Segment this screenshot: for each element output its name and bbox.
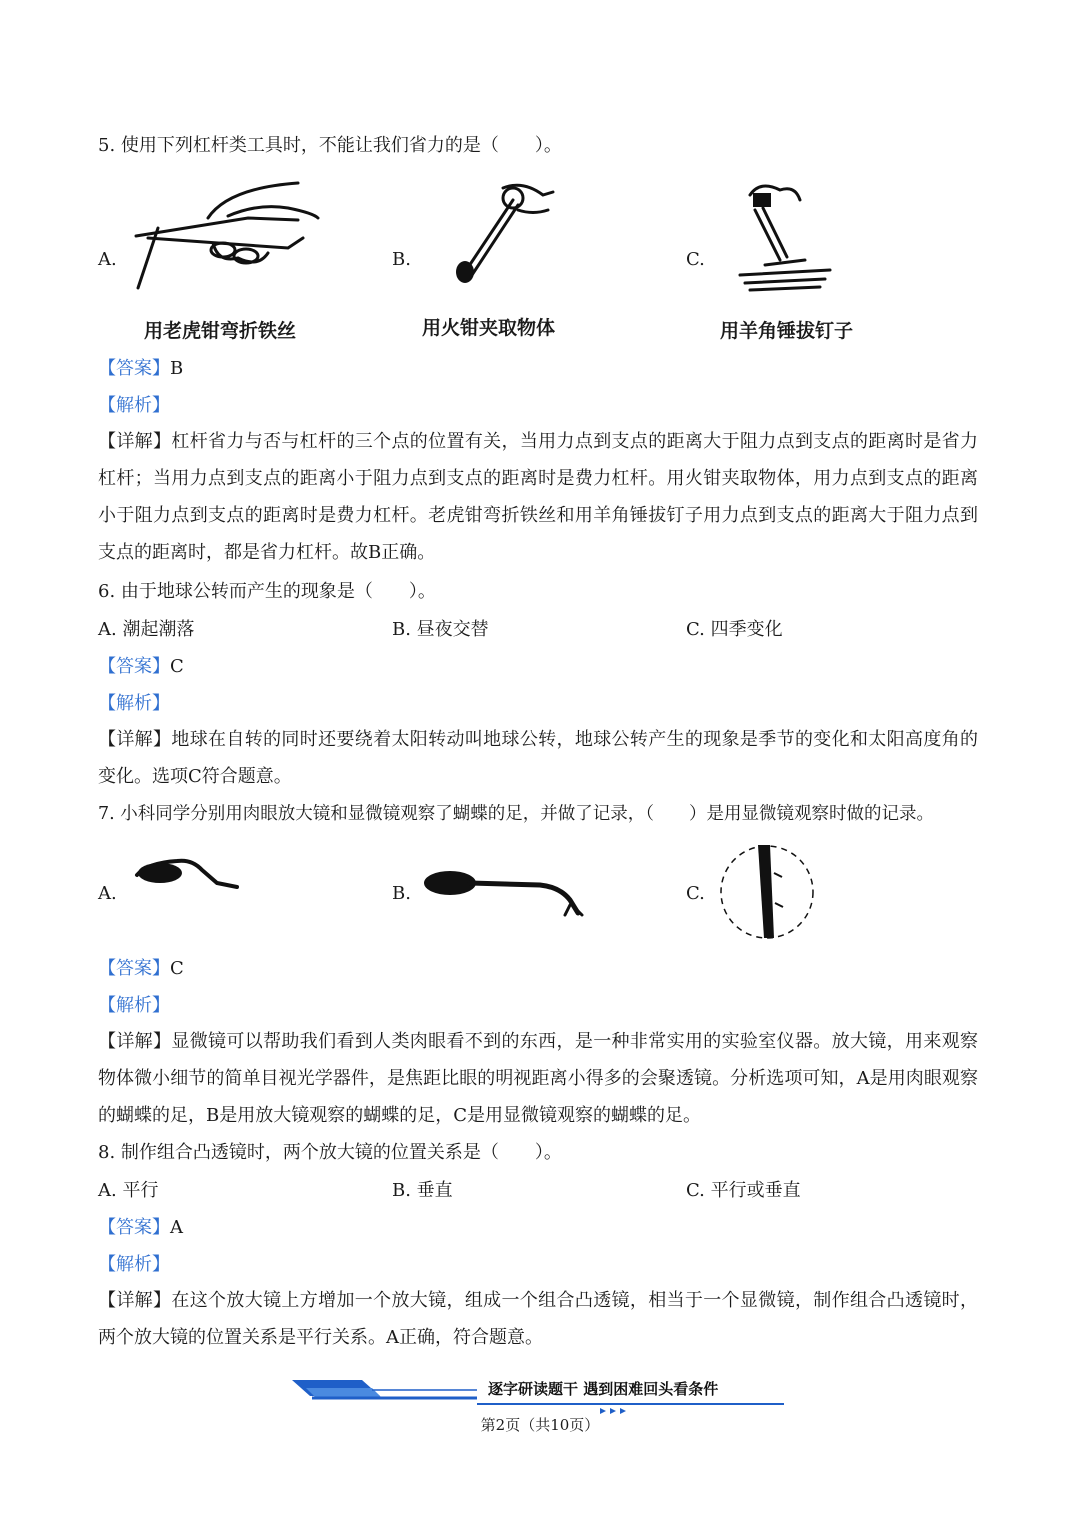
detail-text: 显微镜可以帮助我们看到人类肉眼看不到的东西，是一种非常实用的实验室仪器。放大镜，用来观察物体微小细节的简单目视光学器件，是焦距比眼的明视距离小得多的会聚透镜。分析选项可知，A是用肉眼观察的蝴蝶的足，B是用放大镜观察的蝴蝶的足，C是用显微镜观察的蝴蝶的足。 [98, 1031, 979, 1126]
q8-answer [98, 1215, 183, 1241]
q6-option-a: A. 潮起潮落 [98, 619, 195, 640]
detail-tag: 【详解】 [98, 729, 172, 750]
q7-detail [98, 1023, 978, 1134]
q8-analysis-tag: 【解析】 [98, 1254, 170, 1275]
answer-tag: 【答案】 [98, 358, 170, 379]
answer-value: B [170, 358, 184, 379]
q7-option-c: C. [686, 883, 705, 904]
answer-tag: 【答案】 [98, 656, 170, 677]
q6-option-c: C. 四季变化 [686, 619, 783, 640]
q8-stem: 8. 制作组合凸透镜时，两个放大镜的位置关系是（ ）。 [98, 1142, 562, 1163]
q6-stem: 6. 由于地球公转而产生的现象是（ ）。 [98, 581, 436, 602]
q6-answer [98, 654, 184, 680]
q7-answer [98, 956, 184, 982]
q7-option-b: B. [392, 883, 411, 904]
q7-analysis-tag: 【解析】 [98, 995, 170, 1016]
q5-option-b-label: B. [392, 249, 411, 270]
answer-value: A [170, 1217, 183, 1238]
detail-text: 杠杆省力与否与杠杆的三个点的位置有关，当用力点到支点的距离大于阻力点到支点的距离时是省力杠杆；当用力点到支点的距离小于阻力点到支点的距离时是费力杠杆。用火钳夹取物体，用力点到支点的距离小于阻力点到支点的距离时是费力杠杆。老虎钳弯折铁丝和用羊角锤拔钉子用力点到支点的距离大于阻力点到支点的距离时，都是省力杠杆。故B正确。 [98, 431, 979, 563]
fire-tongs-image [448, 180, 558, 290]
q5-answer [98, 356, 183, 382]
answer-tag: 【答案】 [98, 958, 170, 979]
butterfly-leg-magnifier-image [420, 865, 585, 920]
butterfly-leg-microscope-image [718, 843, 816, 941]
footer-slogan: 逐字研读题干 遇到困难回头看条件 [488, 1380, 719, 1398]
q5-option-c-label: C. [686, 249, 705, 270]
q8-option-c: C. 平行或垂直 [686, 1180, 801, 1201]
detail-tag: 【详解】 [98, 1031, 172, 1052]
detail-text: 在这个放大镜上方增加一个放大镜，组成一个组合凸透镜，相当于一个显微镜，制作组合凸透镜时，两个放大镜的位置关系是平行关系。A正确，符合题意。 [98, 1290, 979, 1348]
pliers-image [128, 178, 328, 293]
q8-option-a: A. 平行 [98, 1180, 159, 1201]
claw-hammer-image [735, 175, 835, 295]
q5-stem: 5. 使用下列杠杆类工具时，不能让我们省力的是（ ）。 [98, 135, 562, 156]
q8-option-b: B. 垂直 [392, 1180, 453, 1201]
q6-detail [98, 721, 978, 795]
q5-option-a-label: A. [98, 249, 117, 270]
answer-value: C [170, 958, 184, 979]
q5-option-a-caption: 用老虎钳弯折铁丝 [144, 320, 297, 342]
page-number: 第2页（共10页） [480, 1416, 600, 1434]
q8-detail [98, 1282, 978, 1356]
q7-stem: 7. 小科同学分别用肉眼放大镜和显微镜观察了蝴蝶的足，并做了记录，（ ）是用显微镜观察时做的记录。 [98, 804, 935, 824]
q7-option-a: A. [98, 883, 117, 904]
q6-analysis-tag: 【解析】 [98, 693, 170, 714]
detail-text: 地球在自转的同时还要绕着太阳转动叫地球公转，地球公转产生的现象是季节的变化和太阳高度角的变化。选项C符合题意。 [98, 729, 979, 787]
detail-tag: 【详解】 [98, 1290, 172, 1311]
detail-tag: 【详解】 [98, 431, 172, 452]
butterfly-leg-eye-image [132, 855, 242, 895]
q5-detail [98, 423, 978, 571]
answer-tag: 【答案】 [98, 1217, 170, 1238]
q5-option-b-caption: 用火钳夹取物体 [422, 317, 556, 339]
answer-value: C [170, 656, 184, 677]
q5-option-c-caption: 用羊角锤拔钉子 [720, 320, 854, 342]
q6-option-b: B. 昼夜交替 [392, 619, 489, 640]
q5-analysis-tag: 【解析】 [98, 395, 170, 416]
